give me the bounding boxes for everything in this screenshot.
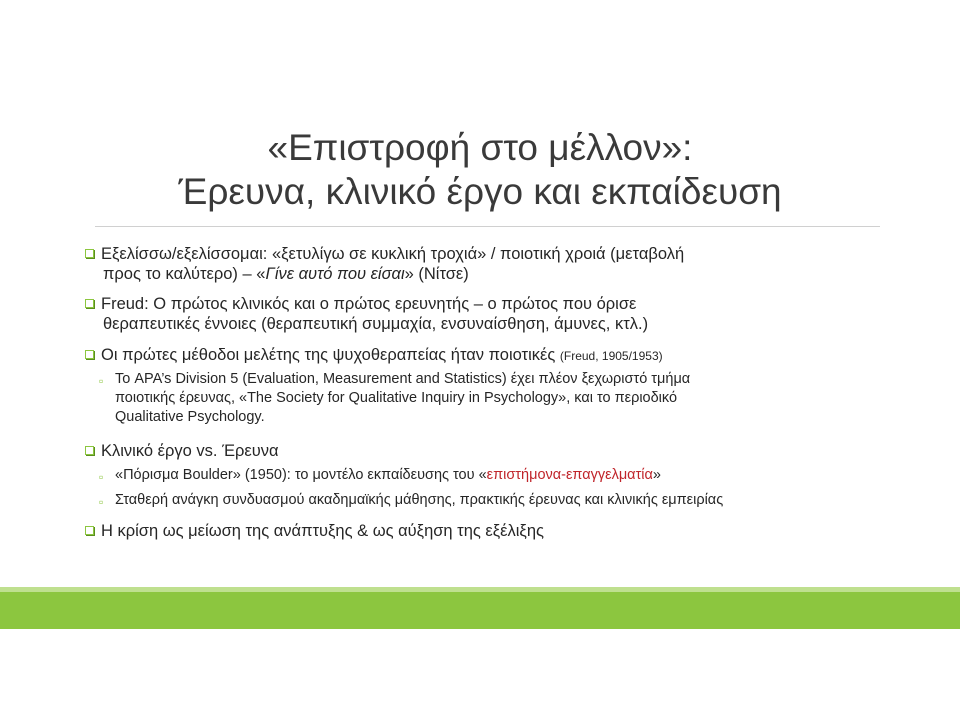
sub-text: Σταθερή ανάγκη συνδυασμού ακαδημαϊκής μάθησης, πρακτικής έρευνας και κλινικής εμπειρίας: [115, 492, 724, 508]
bullet-evolve: [85, 244, 875, 284]
sub-text: ποιοτικής έρευνας, «The Society for Qualitative Inquiry in Psychology», και το περιοδικό: [115, 390, 678, 406]
bullet-first-methods: [85, 345, 875, 366]
sub-bullet-apa: [85, 370, 875, 427]
circle-bullet-icon: ▫: [99, 374, 104, 388]
sub-text: Qualitative Psychology.: [115, 409, 265, 425]
sub-text: [115, 466, 875, 485]
slide-title: [100, 126, 860, 214]
scientist-practitioner-highlight: επιστήμονα-επαγγελματία: [486, 467, 653, 483]
circle-bullet-icon: ▫: [99, 470, 104, 484]
bullet-text: Κλινικό έργο vs. Έρευνα: [101, 442, 279, 460]
sub-text: Το APA’s Division 5 (Evaluation, Measurement and Statistics) έχει πλέον ξεχωριστό τμήμα: [115, 371, 691, 387]
text-segment: Οι πρώτες μέθοδοι μελέτης της ψυχοθεραπείας ήταν ποιοτικές: [101, 346, 560, 364]
text-segment: προς το καλύτερο) – «: [103, 265, 266, 283]
bullet-clinical-vs-research: [85, 441, 875, 461]
footer-stripe: [0, 592, 960, 629]
sub-bullet-boulder: [85, 466, 875, 485]
text-segment: » (Νίτσε): [404, 265, 469, 283]
checkbox-square-icon: [85, 350, 94, 359]
text-segment: »: [652, 467, 661, 483]
checkbox-square-icon: [85, 526, 94, 535]
title-divider: [95, 226, 880, 227]
bullet-text: Η κρίση ως μείωση της ανάπτυξης & ως αύξηση της εξέλιξης: [101, 522, 544, 540]
slide-content: [85, 244, 875, 541]
bullet-crisis: [85, 521, 875, 541]
title-line-1: «Επιστροφή στο μέλλον»:: [267, 127, 693, 168]
bullet-text: Εξελίσσω/εξελίσσομαι: «ξετυλίγω σε κυκλική τροχιά» / ποιοτική χροιά (μεταβολή: [101, 245, 685, 263]
checkbox-square-icon: [85, 446, 94, 455]
sub-bullet-combination: [85, 491, 875, 510]
bullet-text: [101, 345, 875, 366]
bullet-text-cont: θεραπευτικές έννοιες (θεραπευτική συμμαχία, ενσυναίσθηση, άμυνες, κτλ.): [103, 315, 649, 333]
title-line-2: Έρευνα, κλινικό έργο και εκπαίδευση: [178, 171, 782, 212]
circle-bullet-icon: ▫: [99, 495, 104, 509]
text-segment: «Πόρισμα Boulder» (1950): το μοντέλο εκπαίδευσης του «: [115, 467, 487, 483]
nietzsche-quote: Γίνε αυτό που είσαι: [265, 265, 405, 283]
bullet-freud: [85, 294, 875, 334]
checkbox-square-icon: [85, 249, 94, 258]
citation: (Freud, 1905/1953): [559, 349, 663, 363]
checkbox-square-icon: [85, 299, 94, 308]
bullet-text-cont: [101, 264, 875, 284]
bullet-text: Freud: Ο πρώτος κλινικός και ο πρώτος ερευνητής – ο πρώτος που όρισε: [101, 295, 637, 313]
